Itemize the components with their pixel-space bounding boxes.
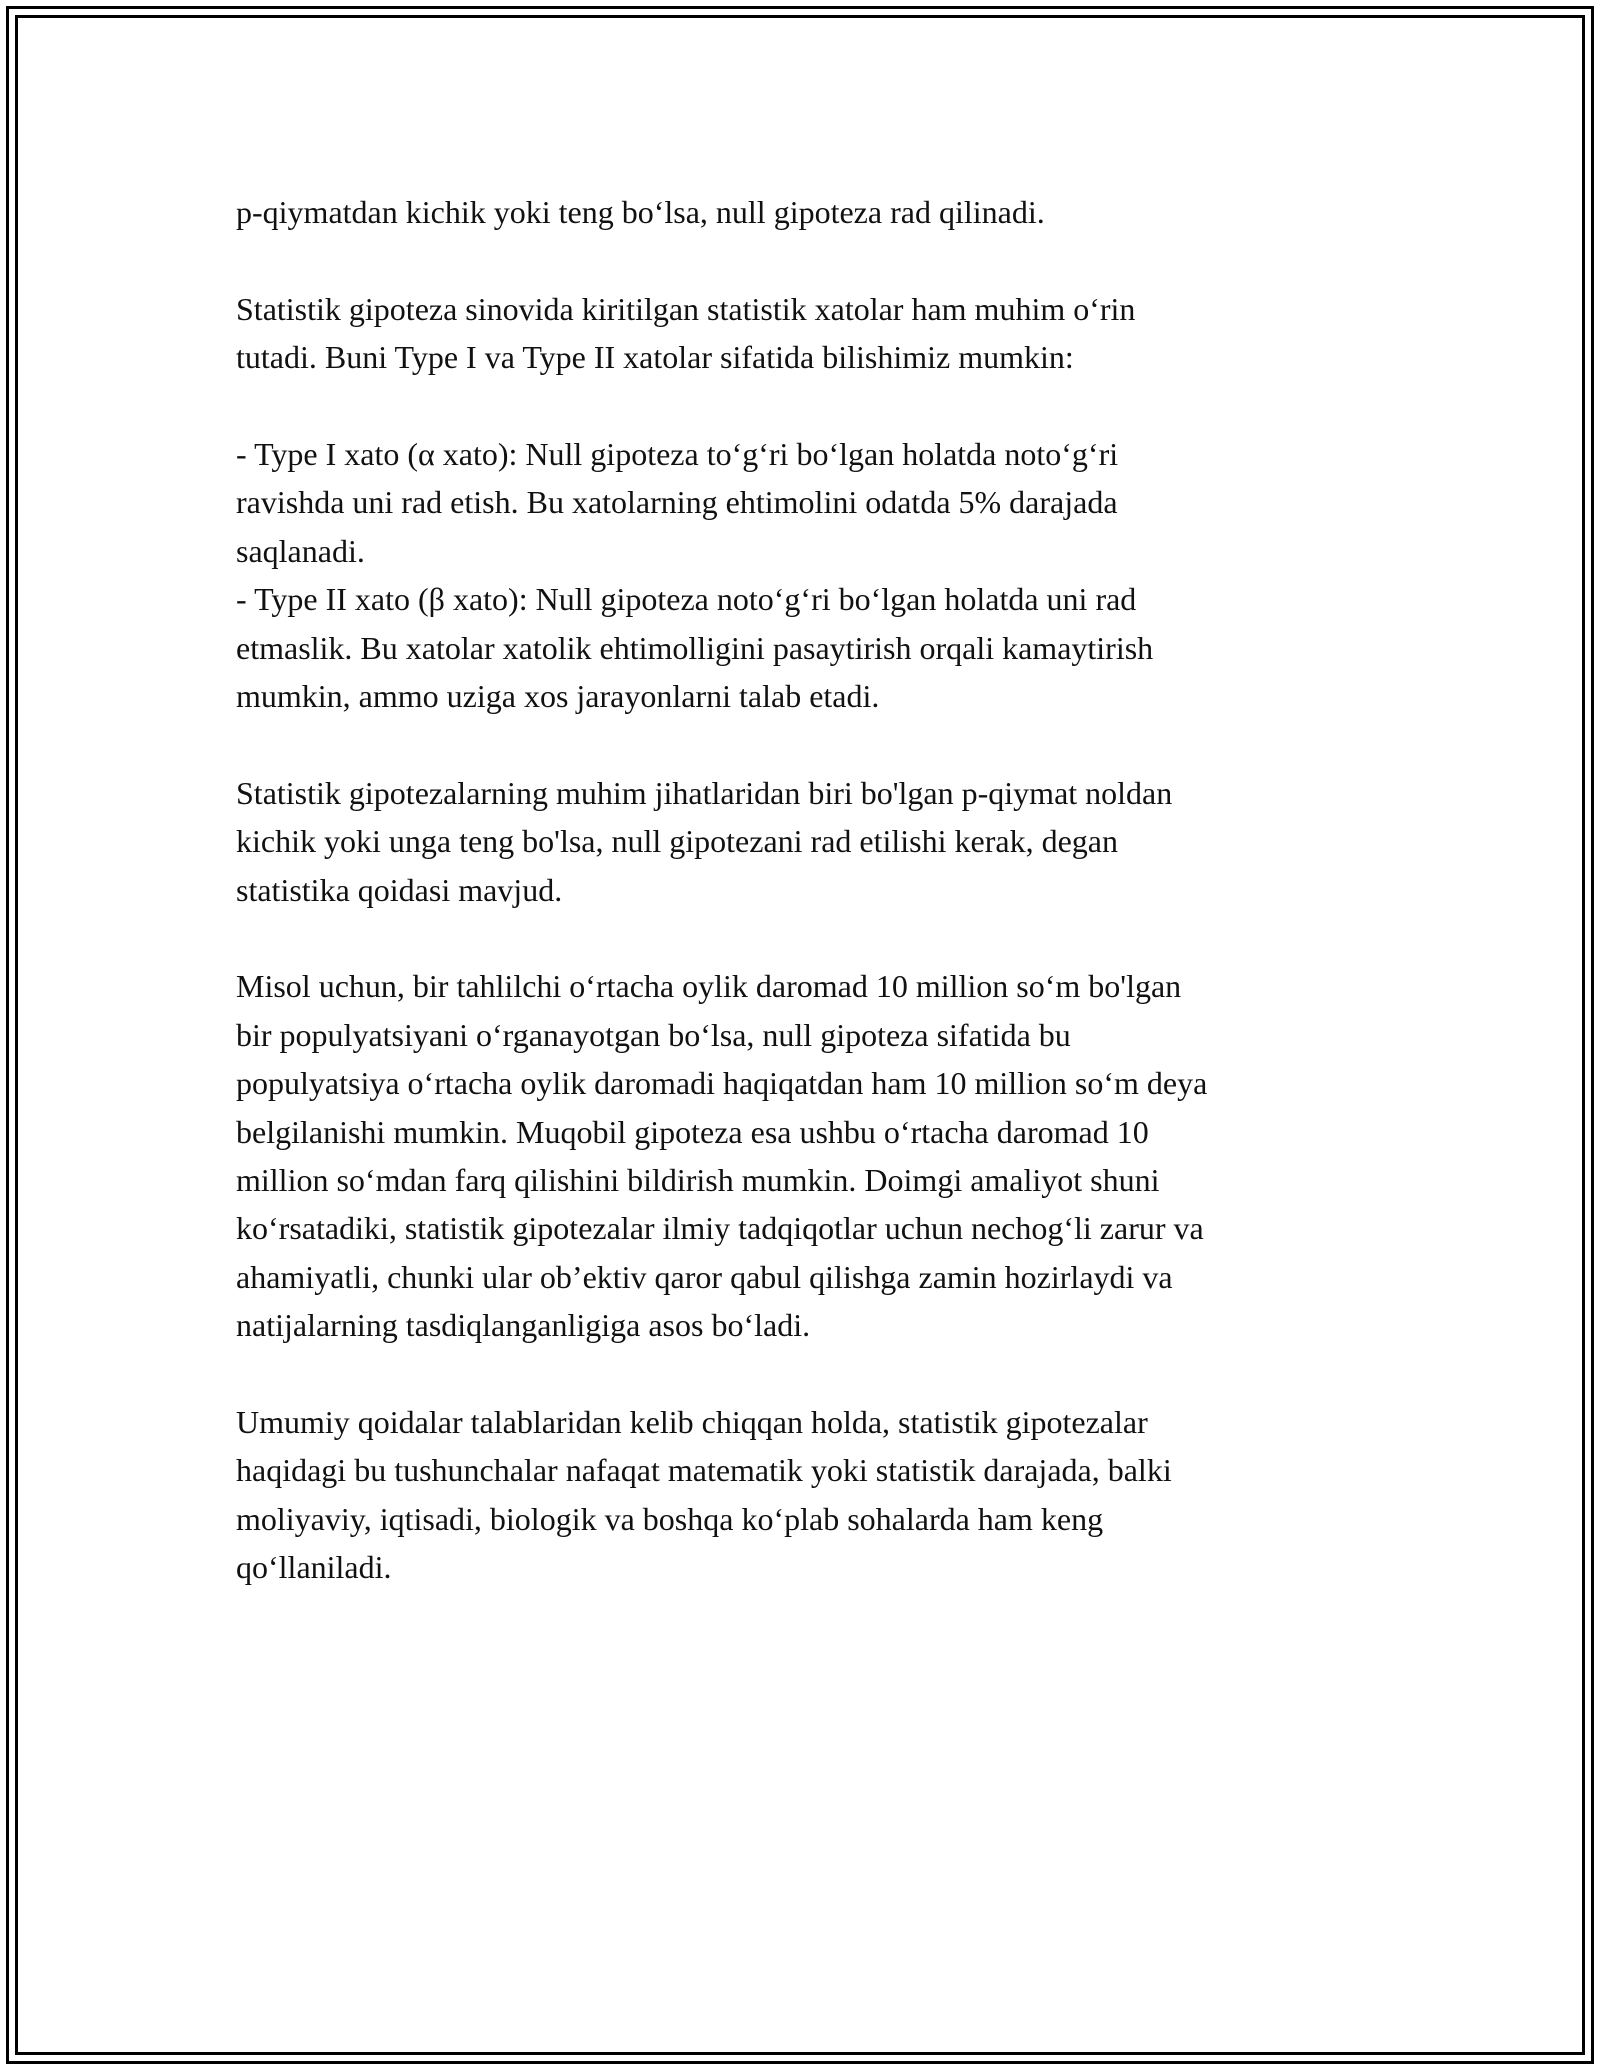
list-item-type-two-error bbox=[236, 575, 1396, 720]
text-line: ravishda uni rad etish. Bu xatolarning ehtimolini odatda 5% darajada bbox=[236, 484, 1118, 521]
text-line: natijalarning tasdiqlanganligiga asos bo‘ladi. bbox=[236, 1307, 811, 1344]
text-line: Statistik gipoteza sinovida kiritilgan statistik xatolar ham muhim o‘rin bbox=[236, 290, 1136, 327]
text-line: bir populyatsiyani o‘rganayotgan bo‘lsa, null gipoteza sifatida bu bbox=[236, 1016, 1071, 1053]
paragraph-example bbox=[236, 962, 1396, 1349]
text-line: saqlanadi. bbox=[236, 532, 365, 569]
text-line: etmaslik. Bu xatolar xatolik ehtimolligini pasaytirish orqali kamaytirish bbox=[236, 629, 1154, 666]
text-line: Umumiy qoidalar talablaridan kelib chiqqan holda, statistik gipotezalar bbox=[236, 1404, 1148, 1441]
paragraph-p-value-rule bbox=[236, 769, 1396, 914]
text-line: Misol uchun, bir tahlilchi o‘rtacha oylik daromad 10 million so‘m bo'lgan bbox=[236, 968, 1182, 1005]
text-line: tutadi. Buni Type I va Type II xatolar sifatida bilishimiz mumkin: bbox=[236, 339, 1074, 376]
paragraph-errors-intro bbox=[236, 285, 1396, 382]
text-line: p-qiymatdan kichik yoki teng bo‘lsa, null gipoteza rad qilinadi. bbox=[236, 194, 1045, 230]
paragraph-conclusion bbox=[236, 188, 1396, 236]
text-line: statistika qoidasi mavjud. bbox=[236, 871, 563, 908]
text-line: moliyaviy, iqtisadi, biologik va boshqa ko‘plab sohalarda ham keng bbox=[236, 1500, 1104, 1537]
document-body bbox=[236, 188, 1396, 1640]
list-item-type-one-error bbox=[236, 430, 1396, 575]
text-line: Statistik gipotezalarning muhim jihatlaridan biri bo'lgan p-qiymat noldan bbox=[236, 774, 1173, 811]
text-line: mumkin, ammo uziga xos jarayonlarni talab etadi. bbox=[236, 678, 880, 715]
text-line: - Type I xato (α xato): Null gipoteza to‘g‘ri bo‘lgan holatda noto‘g‘ri bbox=[236, 436, 1119, 472]
text-line: ko‘rsatadiki, statistik gipotezalar ilmiy tadqiqotlar uchun nechog‘li zarur va bbox=[236, 1210, 1204, 1247]
text-line: qo‘llaniladi. bbox=[236, 1549, 392, 1586]
text-line: million so‘mdan farq qilishini bildirish mumkin. Doimgi amaliyot shuni bbox=[236, 1162, 1160, 1199]
paragraph-conclusion-general bbox=[236, 1398, 1396, 1592]
text-line: haqidagi bu tushunchalar nafaqat matematik yoki statistik darajada, balki bbox=[236, 1452, 1172, 1489]
text-line: kichik yoki unga teng bo'lsa, null gipotezani rad etilishi kerak, degan bbox=[236, 823, 1118, 860]
text-line: - Type II xato (β xato): Null gipoteza noto‘g‘ri bo‘lgan holatda uni rad bbox=[236, 581, 1137, 618]
text-line: belgilanishi mumkin. Muqobil gipoteza esa ushbu o‘rtacha daromad 10 bbox=[236, 1113, 1149, 1150]
text-line: populyatsiya o‘rtacha oylik daromadi haqiqatdan ham 10 million so‘m deya bbox=[236, 1065, 1208, 1102]
text-line: ahamiyatli, chunki ular ob’ektiv qaror qabul qilishga zamin hozirlaydi va bbox=[236, 1258, 1173, 1295]
